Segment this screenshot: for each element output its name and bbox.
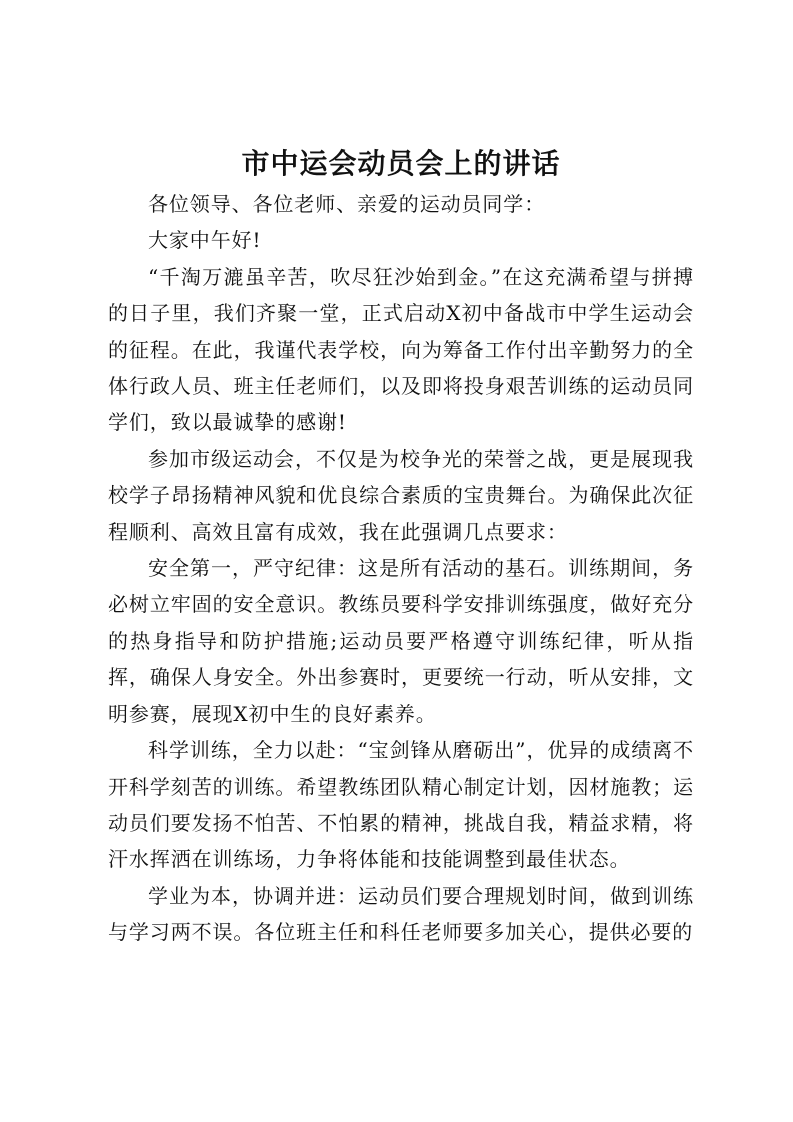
paragraph-purpose: 参加市级运动会，不仅是为校争光的荣誉之战，更是展现我校学子昂扬精神风貌和优良综合素质的宝贵舞台。为确保此次征程顺利、高效且富有成效，我在此强调几点要求： [108,446,694,544]
paragraph-intro: “千淘万漉虽辛苦，吹尽狂沙始到金。”在这充满希望与拼搏的日子里，我们齐聚一堂，正式启动X初中备战市中学生运动会的征程。在此，我谨代表学校，向为筹备工作付出辛勤努力的全体行政人员、班主任老师们，以及即将投身艰苦训练的运动员同学们，致以最诚挚的感谢! [108,264,694,435]
paragraph-safety: 安全第一，严守纪律：这是所有活动的基石。训练期间，务必树立牢固的安全意识。教练员要科学安排训练强度，做好充分的热身指导和防护措施;运动员要严格遵守训练纪律，听从指挥，确保人身安全。外出参赛时，更要统一行动，听从安排，文明参赛，展现X初中生的良好素养。 [108,556,694,726]
document-title: 市中运会动员会上的讲话 [241,147,561,180]
paragraph-training: 科学训练，全力以赴：“宝剑锋从磨砺出”，优异的成绩离不开科学刻苦的训练。希望教练团队精心制定计划，因材施教；运动员们要发扬不怕苦、不怕累的精神，挑战自我，精益求精，将汗水挥洒在训练场，力争将体能和技能调整到最佳状态。 [108,738,694,872]
paragraph-study: 学业为本，协调并进：运动员们要合理规划时间，做到训练与学习两不误。各位班主任和科任老师要多加关心，提供必要的 [108,883,694,945]
document-page [108,142,694,951]
document-body [108,186,694,951]
salutation: 各位领导、各位老师、亲爱的运动员同学： [148,192,546,216]
greeting: 大家中午好! [148,228,262,253]
